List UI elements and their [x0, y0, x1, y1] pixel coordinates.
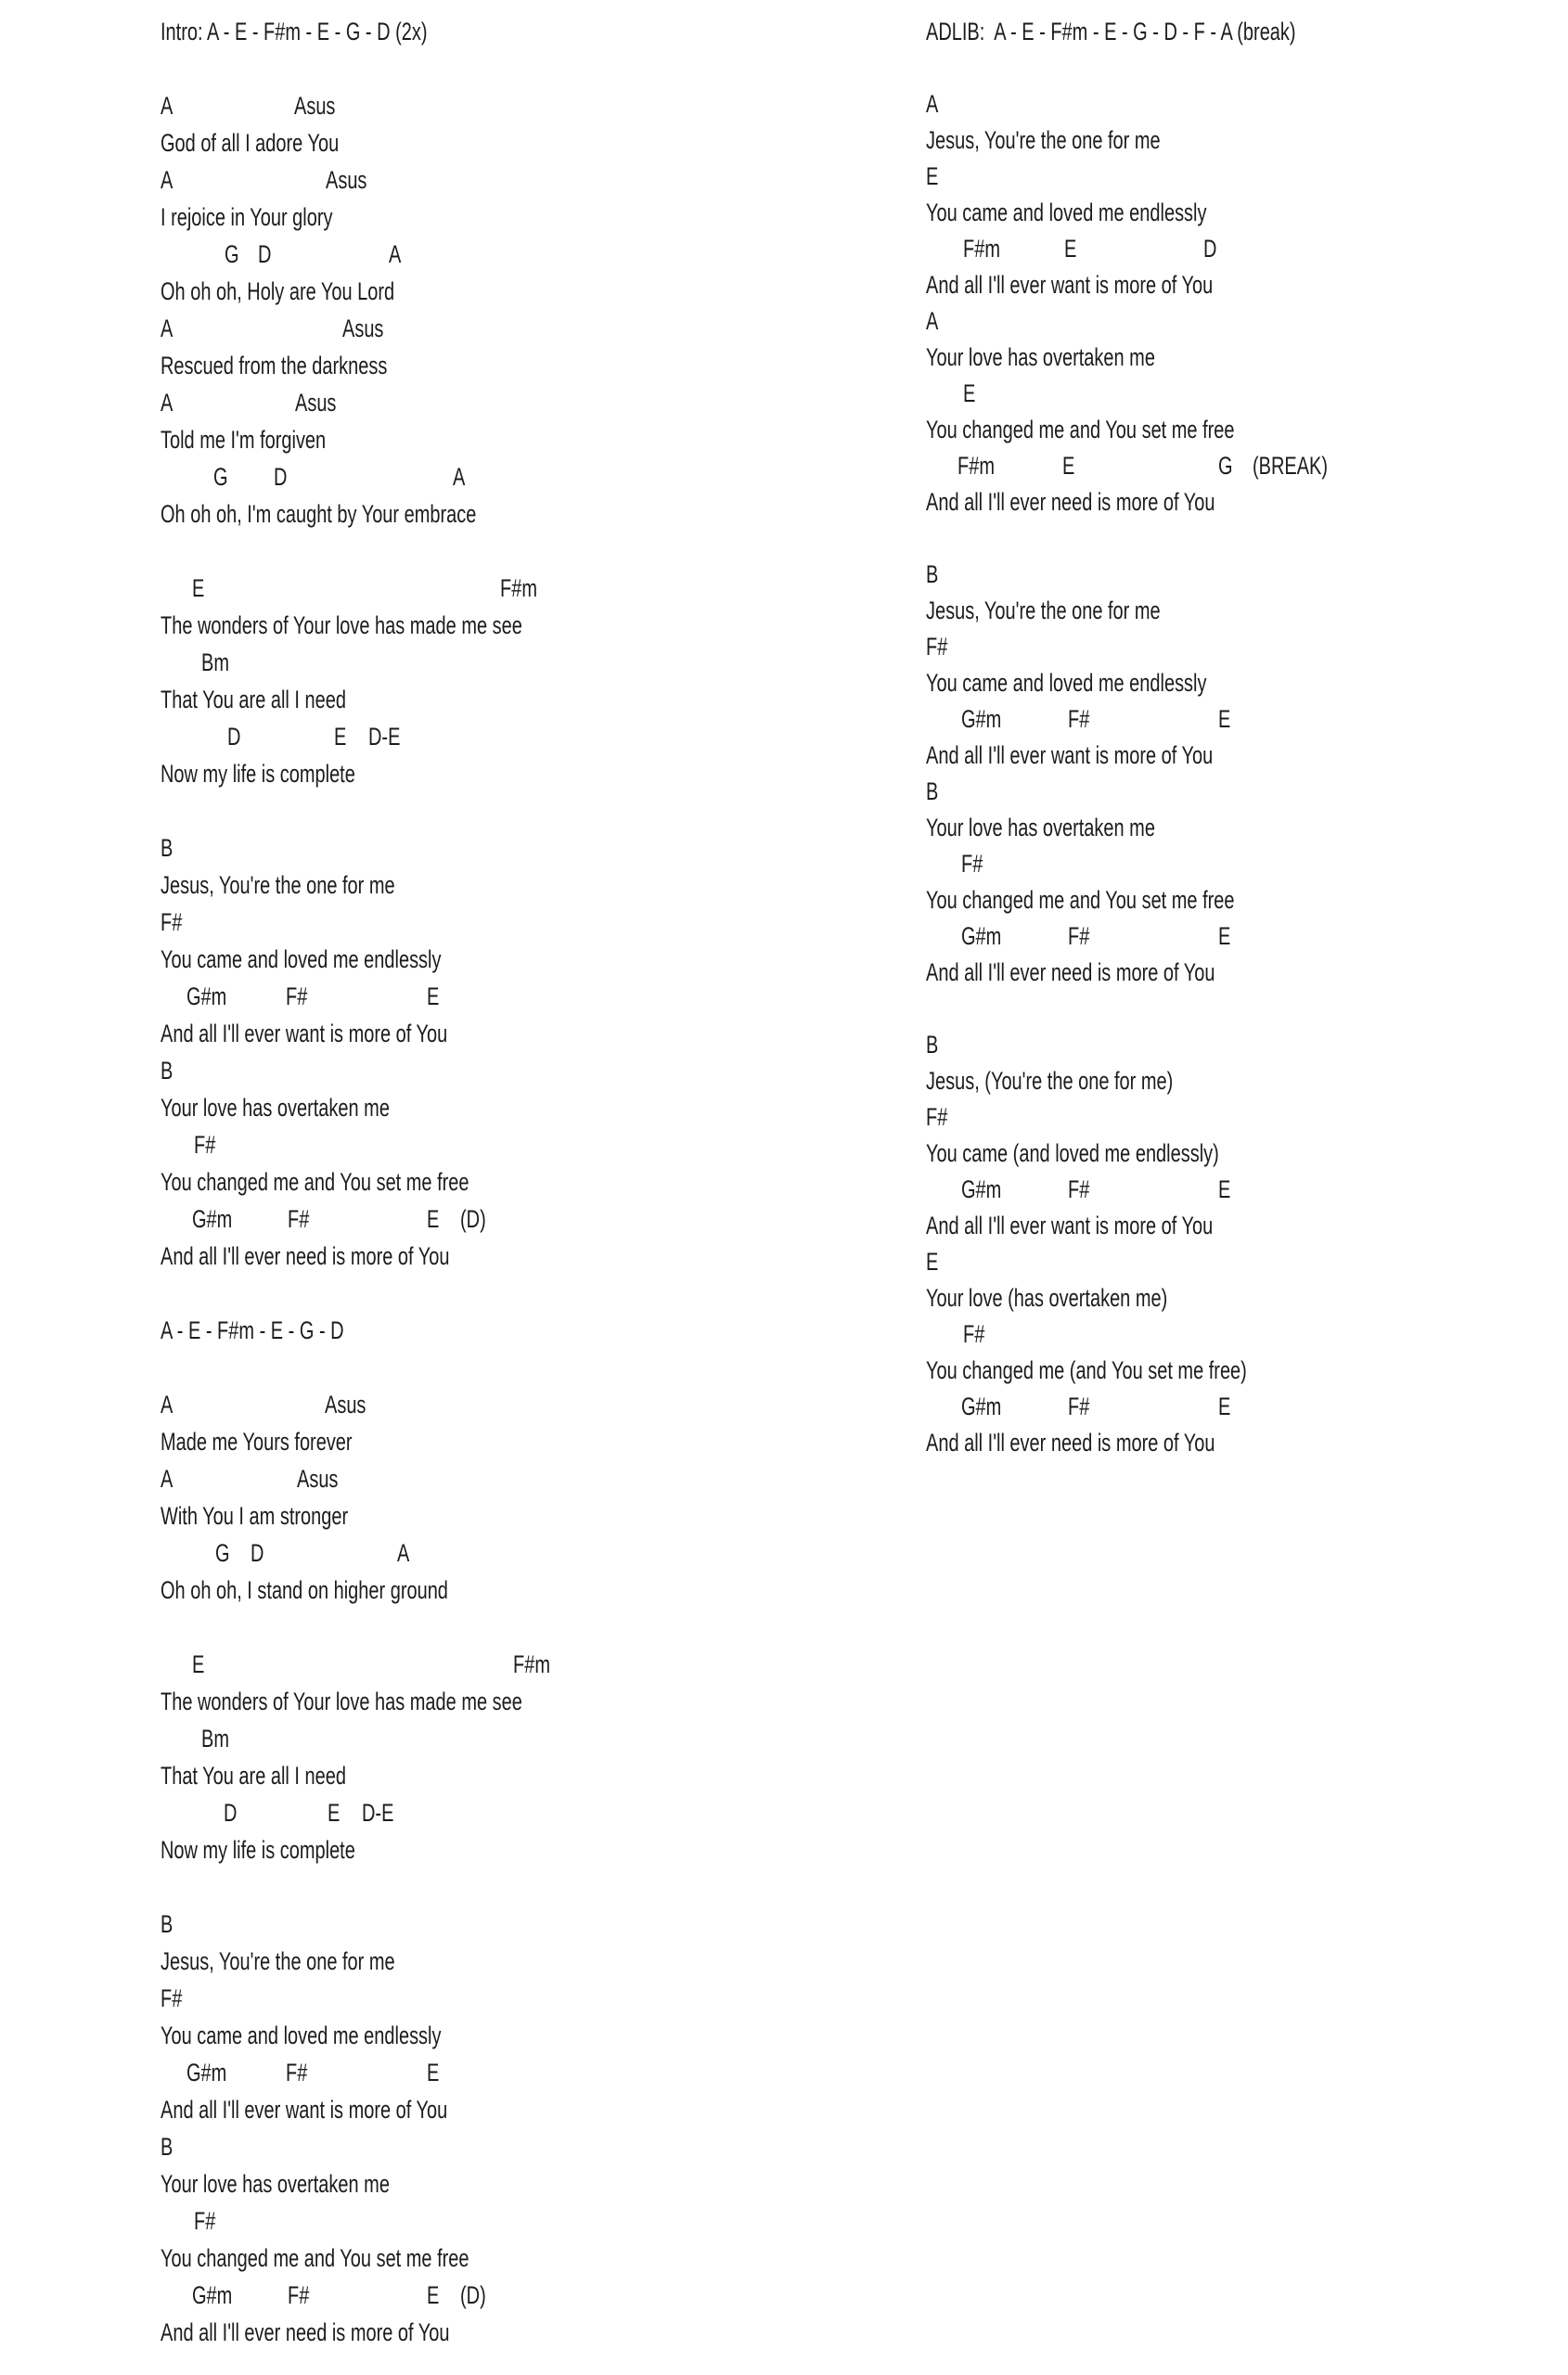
lyric-text: You changed me and You set me free	[161, 2244, 469, 2272]
chord: E	[328, 1799, 341, 1827]
chord: F#	[1068, 922, 1090, 950]
chord: Asus	[326, 166, 367, 194]
lyric-text: Now my life is complete	[161, 760, 355, 788]
lyric-text: Made me Yours forever	[161, 1428, 353, 1456]
chord: A	[453, 463, 466, 491]
chord: B	[926, 777, 939, 805]
lyric-text: Rescued from the darkness	[161, 352, 388, 379]
chord: F#	[286, 2059, 308, 2086]
chord: E	[192, 574, 205, 602]
chord: G#m	[961, 922, 1002, 950]
chord: E	[963, 379, 976, 407]
lyric-text: You came and loved me endlessly	[926, 199, 1207, 226]
lyric-text: Jesus, (You're the one for me)	[926, 1067, 1174, 1095]
lyric-text: Oh oh oh, I'm caught by Your embrace	[161, 500, 477, 528]
lyric-text: Oh oh oh, Holy are You Lord	[161, 277, 395, 305]
lyric-text: The wonders of Your love has made me see	[161, 611, 522, 639]
lyric-text: And all I'll ever need is more of You	[926, 1429, 1215, 1457]
lyric-text: With You I am stronger	[161, 1502, 349, 1530]
chord: E	[1062, 452, 1075, 480]
chord: B	[926, 560, 939, 588]
chord: F#	[288, 1205, 310, 1233]
chord: F#	[1068, 1393, 1090, 1420]
chord: E	[427, 1205, 440, 1233]
lyric-text: Told me I'm forgiven	[161, 426, 327, 454]
chord: A	[389, 240, 402, 268]
chord: A	[926, 307, 939, 335]
lyric-text: And all I'll ever need is more of You	[926, 488, 1215, 516]
chord: A	[161, 92, 174, 120]
chord: F#	[161, 1984, 183, 2012]
lyric-text: You came and loved me endlessly	[161, 945, 442, 973]
lyric-text: Oh oh oh, I stand on higher ground	[161, 1576, 448, 1604]
lyric-text: I rejoice in Your glory	[161, 203, 333, 231]
chord: Asus	[297, 1465, 339, 1493]
lyric-text: You came and loved me endlessly	[161, 2022, 442, 2049]
chord: F#	[961, 850, 983, 878]
chord: G#m	[186, 982, 227, 1010]
chord: (D)	[460, 1205, 486, 1233]
chord: D-E	[362, 1799, 394, 1827]
chord: F#	[926, 633, 948, 661]
heading-text: A - E - F#m - E - G - D	[161, 1316, 344, 1344]
lyric-text: You changed me and You set me free	[161, 1168, 469, 1196]
chord: A	[161, 1391, 174, 1419]
chord: Bm	[201, 1725, 229, 1752]
lyric-text: God of all I adore You	[161, 129, 340, 157]
chord: Bm	[201, 648, 229, 676]
chord: F#m	[500, 574, 537, 602]
lyric-text: That You are all I need	[161, 1762, 346, 1790]
lyric-text: Your love has overtaken me	[161, 1094, 390, 1122]
chord: B	[161, 1057, 174, 1085]
chord: G#m	[192, 1205, 233, 1233]
lyric-text: You changed me and You set me free	[926, 416, 1235, 443]
lyric-text: And all I'll ever want is more of You	[926, 271, 1214, 299]
chord: D	[227, 723, 241, 751]
lyric-text: And all I'll ever need is more of You	[161, 1242, 450, 1270]
chord: (D)	[460, 2281, 486, 2309]
chord: E	[1218, 1175, 1231, 1203]
chord: B	[926, 1031, 939, 1059]
chord: D-E	[368, 723, 401, 751]
lyric-text: And all I'll ever want is more of You	[926, 741, 1214, 769]
chord: G#m	[961, 1175, 1002, 1203]
chord: G#m	[192, 2281, 233, 2309]
chord: F#	[963, 1320, 985, 1348]
heading-text: Intro: A - E - F#m - E - G - D (2x)	[161, 18, 428, 45]
chord: F#	[194, 1131, 216, 1159]
chord: Asus	[342, 315, 384, 342]
heading-text: ADLIB: A - E - F#m - E - G - D - F - A (break)	[926, 18, 1296, 45]
lyric-text: You came (and loved me endlessly)	[926, 1139, 1219, 1167]
lyric-text: Your love has overtaken me	[926, 814, 1155, 841]
lyric-text: That You are all I need	[161, 686, 346, 713]
chord: F#	[194, 2207, 216, 2235]
chord: F#	[1068, 705, 1090, 733]
chord: Asus	[295, 389, 337, 417]
chord: G	[213, 463, 228, 491]
lyric-text: You changed me (and You set me free)	[926, 1356, 1247, 1384]
chord: F#	[926, 1103, 948, 1131]
lyric-text: Jesus, You're the one for me	[161, 1947, 395, 1975]
chord: E	[1218, 1393, 1231, 1420]
chord: E	[334, 723, 347, 751]
chord: (BREAK)	[1253, 452, 1329, 480]
lyric-text: The wonders of Your love has made me see	[161, 1688, 522, 1715]
chord: G	[225, 240, 239, 268]
chord: A	[926, 90, 939, 118]
chord: Asus	[325, 1391, 366, 1419]
chord: A	[161, 389, 174, 417]
chord: A	[161, 315, 174, 342]
chord: G	[215, 1539, 230, 1567]
chord: D	[1203, 235, 1217, 263]
chord: E	[926, 162, 939, 190]
lyric-text: And all I'll ever need is more of You	[926, 958, 1215, 986]
lyric-text: Now my life is complete	[161, 1836, 355, 1864]
chord: G#m	[961, 705, 1002, 733]
lyric-text: Your love has overtaken me	[161, 2170, 390, 2198]
chord: F#m	[963, 235, 1000, 263]
lyric-text: Your love has overtaken me	[926, 343, 1155, 371]
chord: E	[926, 1248, 939, 1276]
chord: E	[427, 2059, 440, 2086]
chord: D	[224, 1799, 238, 1827]
chord: D	[258, 240, 272, 268]
chord: F#	[286, 982, 308, 1010]
lyric-text: Jesus, You're the one for me	[926, 597, 1161, 624]
chord: D	[251, 1539, 264, 1567]
chord: Asus	[294, 92, 336, 120]
lyric-text: And all I'll ever want is more of You	[161, 2096, 448, 2124]
lyric-text: And all I'll ever want is more of You	[161, 1020, 448, 1047]
chord: E	[1218, 705, 1231, 733]
chord: E	[1064, 235, 1077, 263]
chord: A	[397, 1539, 410, 1567]
chord: G#m	[961, 1393, 1002, 1420]
chord: A	[161, 1465, 174, 1493]
chord: F#	[1068, 1175, 1090, 1203]
lyric-text: You came and loved me endlessly	[926, 669, 1207, 697]
chord: B	[161, 2133, 174, 2161]
chord: F#	[161, 908, 183, 936]
chord: G#m	[186, 2059, 227, 2086]
lyric-text: And all I'll ever need is more of You	[161, 2318, 450, 2346]
lyric-text: Jesus, You're the one for me	[161, 871, 395, 899]
chord: F#m	[513, 1650, 550, 1678]
chord: A	[161, 166, 174, 194]
lyric-text: And all I'll ever want is more of You	[926, 1212, 1214, 1239]
chord: B	[161, 834, 174, 862]
chord: E	[1218, 922, 1231, 950]
chord: D	[274, 463, 288, 491]
chord: B	[161, 1910, 174, 1938]
chord: F#	[288, 2281, 310, 2309]
chord: G	[1218, 452, 1233, 480]
chord: F#m	[958, 452, 995, 480]
lyric-text: You changed me and You set me free	[926, 886, 1235, 914]
lyric-text: Jesus, You're the one for me	[926, 126, 1161, 154]
chord: E	[192, 1650, 205, 1678]
chord: E	[427, 2281, 440, 2309]
chord: E	[427, 982, 440, 1010]
lyric-text: Your love (has overtaken me)	[926, 1284, 1168, 1312]
